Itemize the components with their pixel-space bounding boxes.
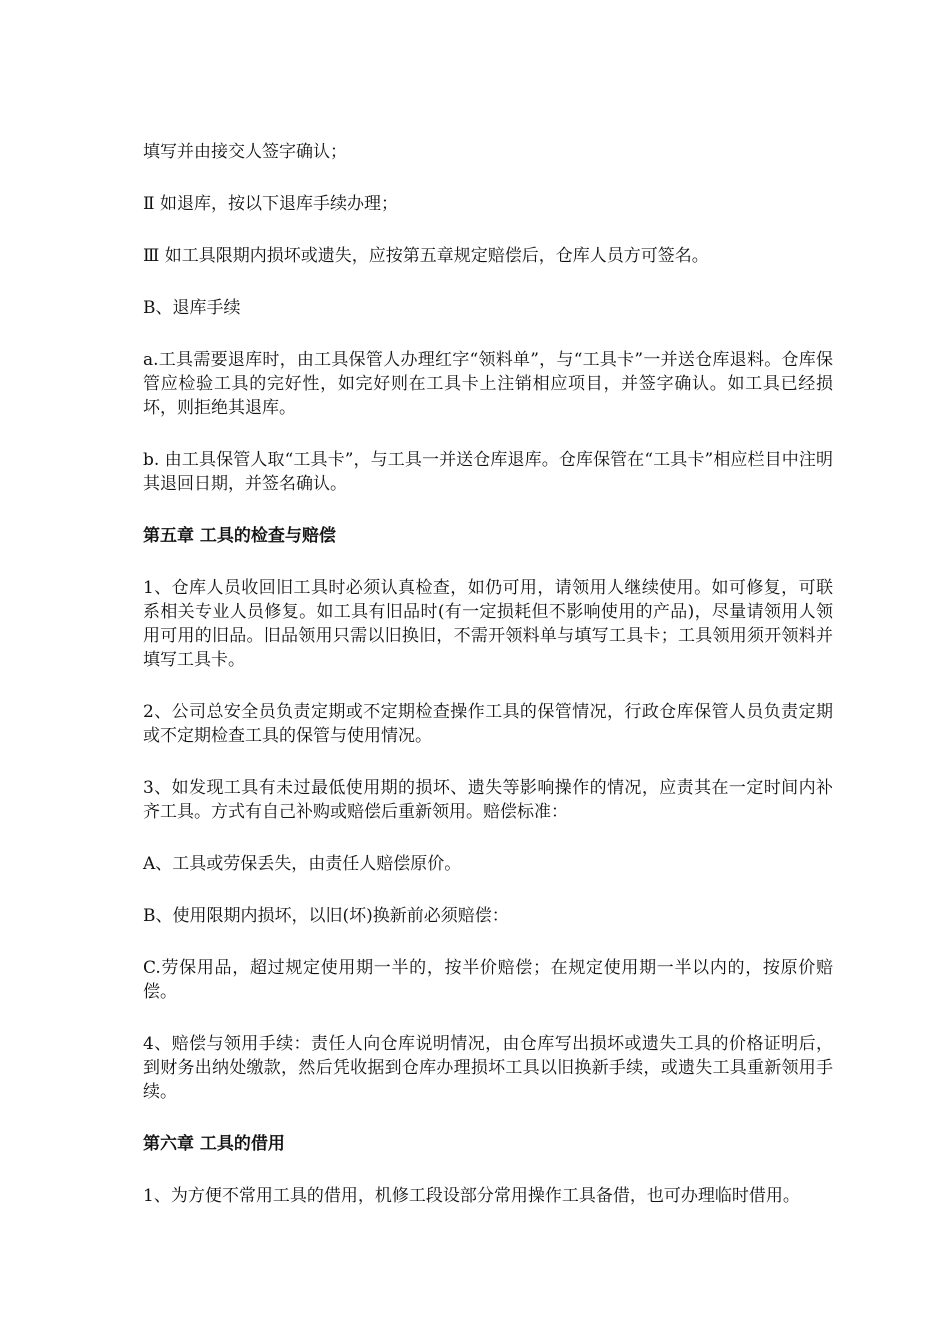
paragraph: a.工具需要退库时，由工具保管人办理红字“领料单”，与“工具卡”一并送仓库退料。仓库保管应检验工具的完好性，如完好则在工具卡上注销相应项目，并签字确认。如工具已经损坏，则拒绝其退库。: [143, 350, 833, 418]
paragraph: 填写并由接交人签字确认；: [143, 142, 347, 162]
paragraph: B、退库手续: [143, 298, 241, 318]
paragraph: C.劳保用品，超过规定使用期一半的，按半价赔偿；在规定使用期一半以内的，按原价赔偿。: [143, 958, 833, 1002]
paragraph: 1、为方便不常用工具的借用，机修工段设部分常用操作工具备借，也可办理临时借用。: [143, 1186, 800, 1206]
chapter-heading: 第六章 工具的借用: [143, 1134, 285, 1154]
paragraph: Ⅲ 如工具限期内损坏或遗失，应按第五章规定赔偿后，仓库人员方可签名。: [143, 246, 709, 266]
paragraph: 2、公司总安全员负责定期或不定期检查操作工具的保管情况，行政仓库保管人员负责定期或不定期检查工具的保管与使用情况。: [143, 702, 833, 746]
paragraph: 4、赔偿与领用手续：责任人向仓库说明情况，由仓库写出损坏或遗失工具的价格证明后，到财务出纳处缴款，然后凭收据到仓库办理损坏工具以旧换新手续，或遗失工具重新领用手续。: [143, 1034, 833, 1102]
document-page: [143, 140, 833, 1236]
paragraph: 3、如发现工具有未过最低使用期的损坏、遗失等影响操作的情况，应责其在一定时间内补齐工具。方式有自己补购或赔偿后重新领用。赔偿标准：: [143, 778, 833, 822]
paragraph: B、使用限期内损坏，以旧(坏)换新前必须赔偿：: [143, 906, 509, 926]
paragraph: A、工具或劳保丢失，由责任人赔偿原价。: [143, 854, 462, 874]
paragraph: Ⅱ 如退库，按以下退库手续办理；: [143, 194, 398, 214]
chapter-heading: 第五章 工具的检查与赔偿: [143, 526, 336, 546]
paragraph: b. 由工具保管人取“工具卡”，与工具一并送仓库退库。仓库保管在“工具卡”相应栏目中注明其退回日期，并签名确认。: [143, 450, 833, 494]
paragraph: 1、仓库人员收回旧工具时必须认真检查，如仍可用，请领用人继续使用。如可修复，可联系相关专业人员修复。如工具有旧品时(有一定损耗但不影响使用的产品)，尽量请领用人领用可用的旧品。旧品领用只需以旧换旧，不需开领料单与填写工具卡；工具领用须开领料并填写工具卡。: [143, 578, 833, 670]
